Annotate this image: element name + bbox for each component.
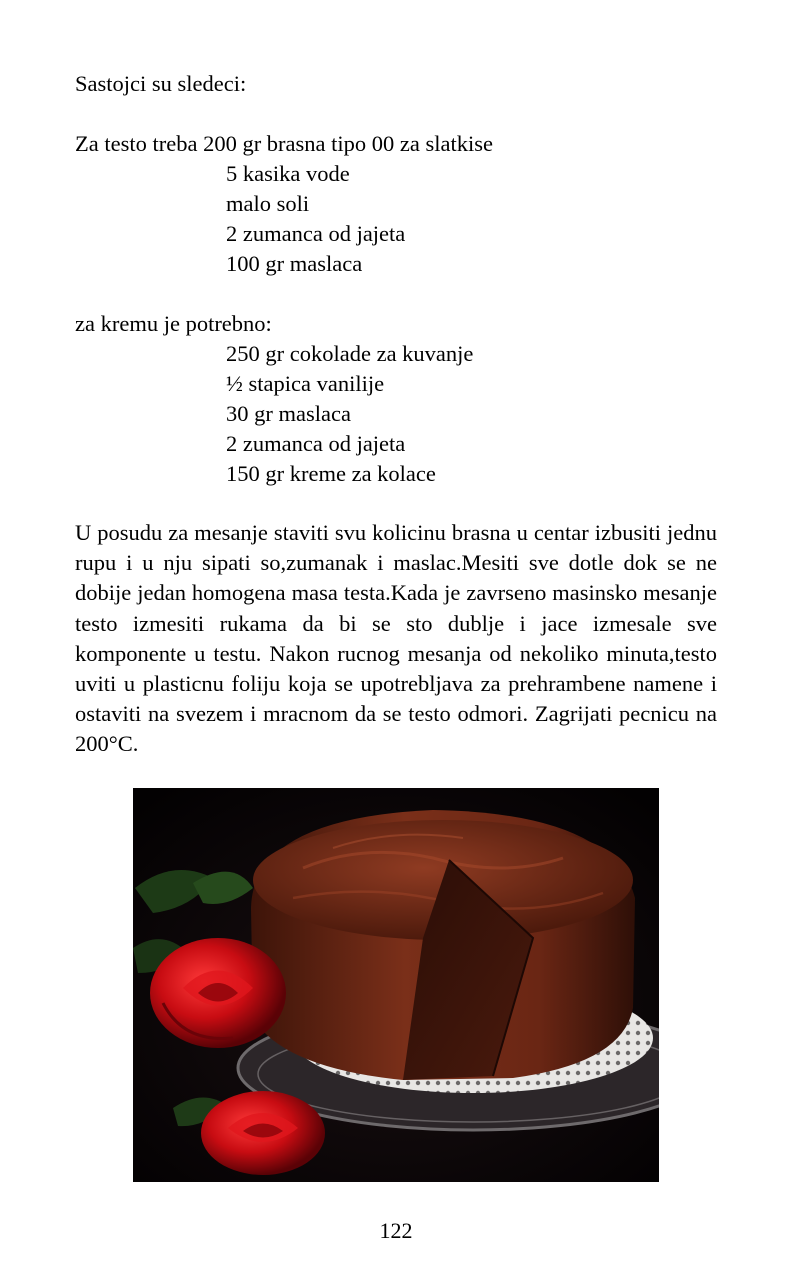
dough-item: 2 zumanca od jajeta (226, 221, 406, 246)
lower-rose (201, 1091, 325, 1175)
cream-item: 30 gr maslaca (226, 401, 351, 426)
ingredients-heading: Sastojci su sledeci: (75, 71, 247, 96)
dough-item: 100 gr maslaca (226, 251, 363, 276)
page-number: 122 (379, 1218, 413, 1243)
cream-intro: za kremu je potrebno: (75, 311, 272, 336)
cream-item: 250 gr cokolade za kuvanje (226, 341, 474, 366)
cream-item: 2 zumanca od jajeta (226, 431, 406, 456)
dough-item: malo soli (226, 191, 310, 216)
cake-photo (133, 788, 659, 1182)
cream-item: ½ stapica vanilije (226, 371, 385, 396)
instructions-paragraph: U posudu za mesanje staviti svu kolicinu brasna u centar izbusiti jednu rupu i u nju sipati so,zumanak i maslac.Mesiti sve dotle dok se ne dobije jedan homogena masa testa.Kada je zavrseno masinsko mesanje testo izmesiti rukama da bi se sto dublje i jace izmesale sve komponente u testu. Nakon rucnog mesanja od nekoliko minuta,testo uviti u plasticnu foliju koja se upotrebljava za prehrambene namene i ostaviti na svezem i mracnom da se testo odmori. Zagrijati pecnicu na 200°C. (75, 520, 717, 757)
dough-intro: Za testo treba 200 gr brasna tipo 00 za slatkise (75, 131, 493, 156)
upper-rose (150, 938, 286, 1048)
cream-item: 150 gr kreme za kolace (226, 461, 436, 486)
dough-item: 5 kasika vode (226, 161, 350, 186)
